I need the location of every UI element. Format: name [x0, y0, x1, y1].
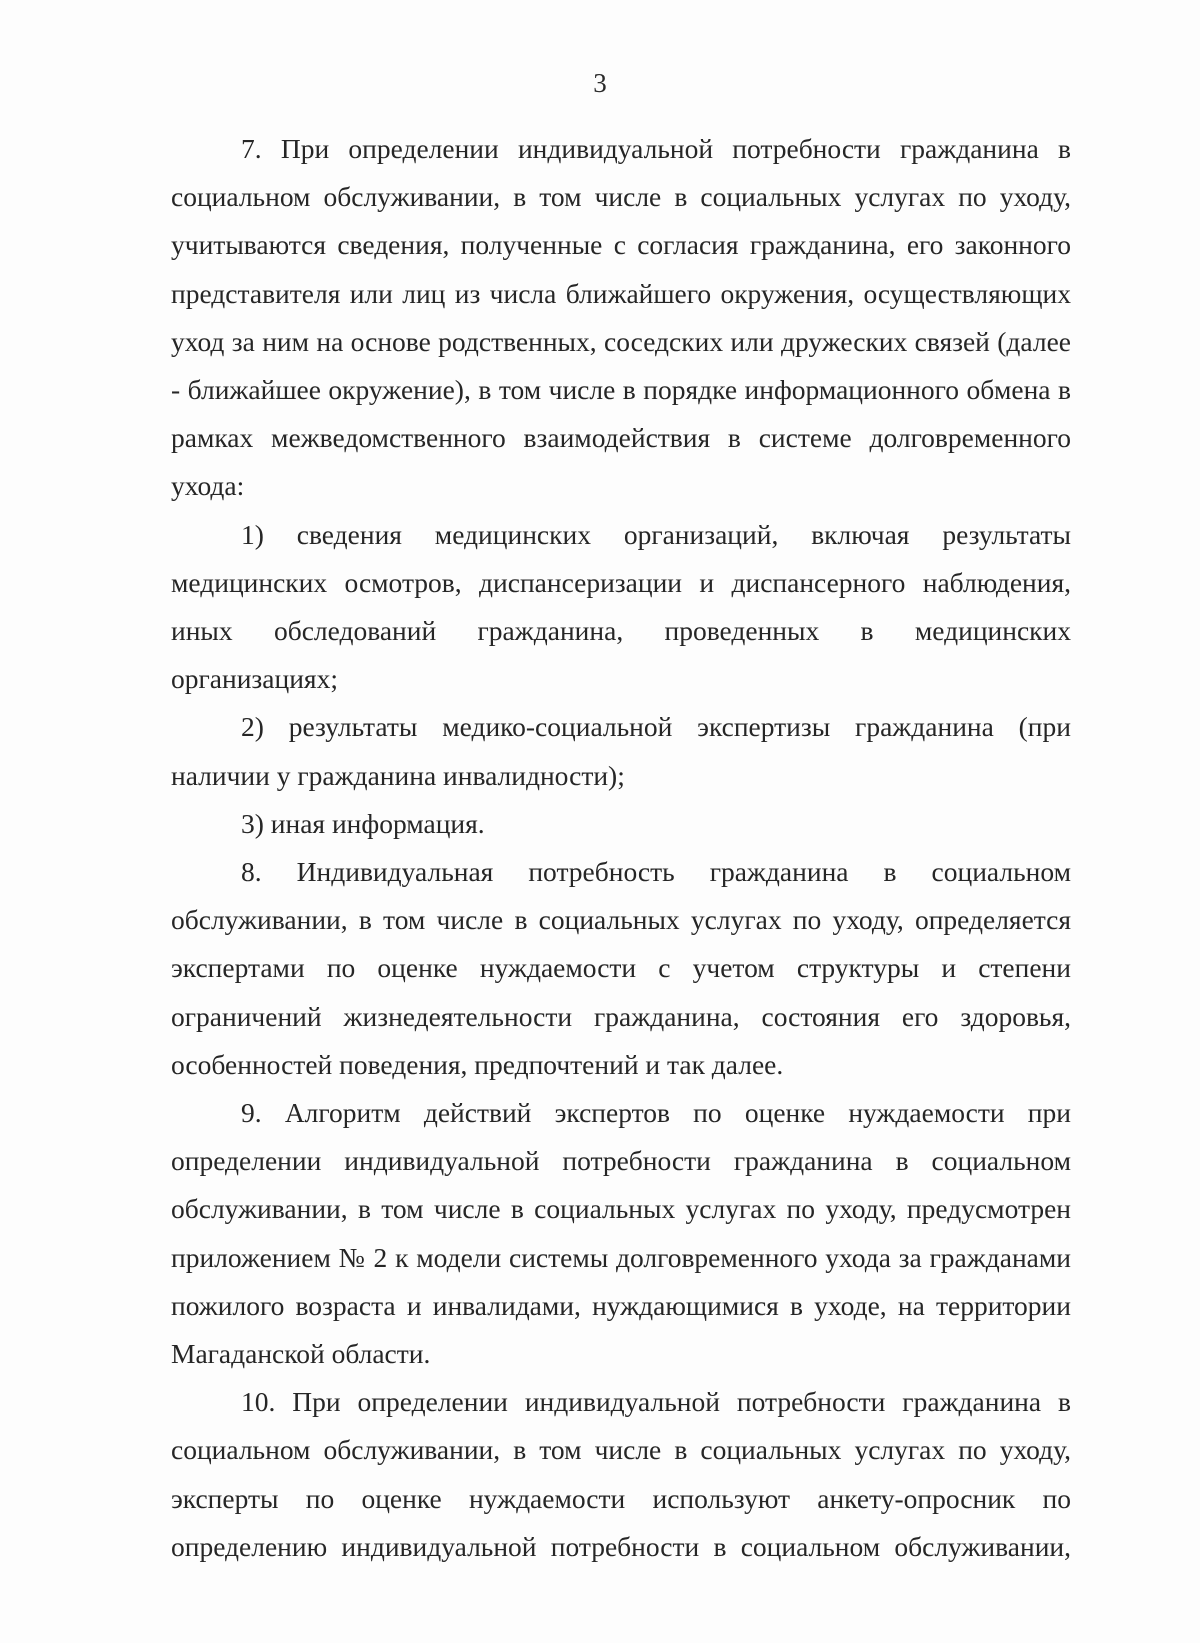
paragraph-7: 7. При определении индивидуальной потребности гражданина в социальном обслуживании, в том числе в социальных услугах по уходу, учитываются сведения, полученные с согласия гражданина, его законного представителя или лиц из числа ближайшего окружения, осуществляющих уход за ним на основе родственных, соседских или дружеских связей (далее - ближайшее окружение), в том числе в порядке информационного обмена в рамках межведомственного взаимодействия в системе долговременного ухода:	[171, 133, 1071, 502]
list-item-1: 1) сведения медицинских организаций, включая результаты медицинских осмотров, диспансеризации и диспансерного наблюдения, иных обследований гражданина, проведенных в медицинских организациях;	[171, 518, 1071, 695]
paragraph-8: 8. Индивидуальная потребность гражданина в социальном обслуживании, в том числе в социальных услугах по уходу, определяется экспертами по оценке нуждаемости с учетом структуры и степени ограничений жизнедеятельности гражданина, состояния его здоровья, особенностей поведения, предпочтений и так далее.	[171, 856, 1071, 1080]
paragraph-10: 10. При определении индивидуальной потребности гражданина в социальном обслуживании, в том числе в социальных услугах по уходу, эксперты по оценке нуждаемости используют анкету-опросник по определению индивидуальной потребности в социальном обслуживании,	[171, 1386, 1071, 1562]
paragraph-9: 9. Алгоритм действий экспертов по оценке нуждаемости при определении индивидуальной потребности гражданина в социальном обслуживании, в том числе в социальных услугах по уходу, предусмотрен приложением № 2 к модели системы долговременного ухода за гражданами пожилого возраста и инвалидами, нуждающимися в уходе, на территории Магаданской области.	[171, 1097, 1071, 1370]
document-body	[171, 125, 1071, 1571]
list-item-2: 2) результаты медико-социальной экспертизы гражданина (при наличии у гражданина инвалидности);	[171, 711, 1071, 791]
page-number: 3	[593, 68, 607, 98]
list-item-3: 3) иная информация.	[241, 807, 485, 839]
